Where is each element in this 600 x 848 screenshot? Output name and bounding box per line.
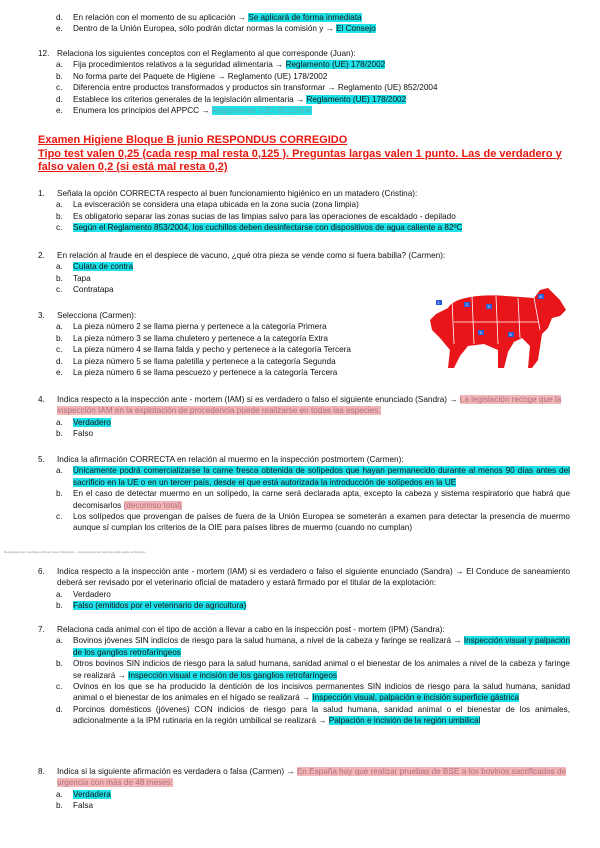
question-12: 12. Relaciona los siguientes conceptos con el Reglamento al que corresponde (Juan): a. Fija procedimientos relativos a la seguridad alimentaria → Reglamento (UE) 178/2002 b. No forma parte del Paquete de Higiene → Reglamento (UE) 178/2002 c. Diferencia entre productos transformados y productos sin transformar → Reglamento (UE) 852/2004 d. Establece los criterios generales de la legislación alimentaria → Reglamento (UE) 178/2002 e. Enumera los principios del APPCC → Reglamento (UE) 852/2004 <box>38 48 570 116</box>
question-3: 3. Selecciona (Carmen): a. La pieza número 2 se llama pierna y pertenece a la categoría Primera b. La pieza número 3 se llama chuletero y pertenece a la categoría Extra c. La pieza número 4 se llama falda y pecho y pertenece a la categoría Tercera d. La pieza número 5 se llama paletilla y pertenece a la categoría Segunda e. La pieza número 6 se llama pescuezo y pertenece a la categoría Tercera <box>38 310 570 378</box>
cut-label-3: 3 <box>487 304 490 309</box>
list-item: d. La pieza número 5 se llama paletilla y pertenece a la categoría Segunda <box>56 356 336 366</box>
cut-label-4: 4 <box>479 330 482 335</box>
list-item: c. Los solípedos que provengan de países de fuera de la Unión Europea se someterán a examen para detectar la presencia de muermo aunque sí cumplan los criterios de la OIE para países libres de muermo (cuando no cumplan) <box>56 512 570 533</box>
cut-label-1: 1 <box>437 300 440 305</box>
exam-heading: Examen Higiene Bloque B junio RESPONDUS CORREGIDO Tipo test valen 0,25 (cada resp mal resta 0,125 ). Preguntas largas valen 1 punto. Las de verdadero y falso valen 0,2 (si está mal resta 0,2) <box>38 134 562 173</box>
list-item: c. Según el Reglamento 853/2004, los cuchillos deben desinfectarse con dispositivos de agua caliente a 82ºC <box>56 223 463 233</box>
cut-label-6: 6 <box>539 294 542 299</box>
list-item: a. Fija procedimientos relativos a la seguridad alimentaria → Reglamento (UE) 178/2002 <box>56 60 386 70</box>
list-item: b. La pieza número 3 se llama chuletero y pertenece a la categoría Extra <box>56 333 328 343</box>
list-item: b. No forma parte del Paquete de Higiene → Reglamento (UE) 178/2002 <box>56 71 328 81</box>
question-8: 8. Indica si la siguiente afirmación es verdadera o falsa (Carmen) → En España hay que realizar pruebas de BSE a los bovinos sacrificados de urgencia con más de 48 meses: a. Verdadera b. Falsa <box>38 766 570 812</box>
question-5: 5. Indica la afirmación CORRECTA en relación al muermo en la inspección postmortem (Carmen): a. Únicamente podrá comercializarse la carne fresca obtenida de solípedos que hayan permanecido durante al menos 90 días antes del sacrificio en la UE o en un tercer país, desde el que está autorizada la introducción de solípedos en la UE b. En el caso de detectar muermo en un solípedo, la carne será declarada apta, excepto la cabeza y sistema respiratorio que habrá que decomisarlos (decomiso total) c. Los solípedos que provengan de países de fuera de la Unión Europea se someterán a examen para detectar la presencia de muermo aunque sí cumplan los criterios de la OIE para países libres de muermo (cuando no cumplan) <box>38 455 570 533</box>
list-item: d. En relación con el momento de su aplicación → Se aplicará de forma inmediata <box>56 13 362 22</box>
list-item: c. Contratapa <box>56 285 114 295</box>
question-1: 1. Señala la opción CORRECTA respecto al buen funcionamiento higiénico en un matadero (Cristina): a. La evisceración se considera una etapa ubicada en la zona sucia (zona limpia) b. Es obligatorio separar las zonas sucias de las limpias salvo para las operaciones de escaldado - depilado c. Según el Reglamento 853/2004, los cuchillos deben desinfectarse con dispositivos de agua caliente a 82ºC <box>38 188 570 234</box>
list-item: d. Establece los criterios generales de la legislación alimentaria → Reglamento (UE) 178/2002 <box>56 94 407 104</box>
list-item: d. Porcinos domésticos (jóvenes) CON indicios de riesgo para la salud humana, sanidad animal o el bienestar de los animales, adicionalmente a la IPM rutinaria en la región umbilical se realizará → Palpación e incisión de la región umbilical <box>56 704 570 726</box>
question-7: 7. Relaciona cada animal con el tipo de acción a llevar a cabo en la inspección post - mortem (IPM) (Sandra): a. Bovinos jóvenes SIN indicios de riesgo para la salud humana, a nivel de la cabeza y faringe se realizará → Inspección visual y palpación de los ganglios retrofaríngeos b. Otros bovinos SIN indicios de riesgo para la salud humana, sanidad animal o el bienestar de los animales a nivel de la cabeza y faringe se realizará → Inspección visual e incisión de los ganglios retrofaríngeos c. Ovinos en los que se ha producido la dentición de los incisivos permanentes SIN indicios de riesgo para la salud humana, sanidad animal o el bienestar de los animales en el hígado se realizará → Inspección visual, palpación e incisión superficie gástrica d. Porcinos domésticos (jóvenes) CON indicios de riesgo para la salud humana, sanidad animal o el bienestar de los animales, adicionalmente a la IPM rutinaria en la región umbilical se realizará → Palpación e incisión de la región umbilical <box>38 625 571 726</box>
list-item: c. Diferencia entre productos transformados y productos sin transformar → Reglamento (UE) 852/2004 <box>56 83 438 93</box>
sheep-cuts-diagram <box>428 286 568 372</box>
list-item: b. Falsa <box>56 801 94 811</box>
question-2: 2. En relación al fraude en el despiece de vacuno, ¿qué otra pieza se vende como si fuera babilla? (Carmen): a. Culata de contra b. Tapa c. Contratapa <box>38 250 570 296</box>
list-item: a. Bovinos jóvenes SIN indicios de riesgo para la salud humana, a nivel de la cabeza y faringe se realizará → Inspección visual y palpación de los ganglios retrofaríngeos <box>56 636 571 657</box>
list-item: a. Verdadera <box>56 789 111 799</box>
prev-question-tail <box>38 12 570 35</box>
list-item: a. La pieza número 2 se llama pierna y pertenece a la categoría Primera <box>56 322 327 332</box>
list-item: b. Otros bovinos SIN indicios de riesgo para la salud humana, sanidad animal o el bienestar de los animales a nivel de la cabeza y faringe se realizará → Inspección visual e incisión de los ganglios retrofaríngeos <box>56 659 570 680</box>
download-notice: Descargado por Luis Manuel Perez Lopez (Studocu) — Este documento está disponible gratis en Studocu <box>4 550 146 554</box>
cut-label-5: 5 <box>509 332 512 337</box>
cut-label-2: 2 <box>465 302 468 307</box>
question-6: 6. Indica respecto a la inspección ante - mortem (IAM) si es verdadero o falso el siguiente enunciado (Sandra) → El Conduce de saneamiento deberá ser revisado por el veterinario oficial de matadero y estará firmado por el titular de la explotación: a. Verdadero b. Falso (emitidos por el veterinario de agricultura) <box>38 567 570 611</box>
list-item: b. Falso (emitidos por el veterinario de agricultura) <box>56 601 247 611</box>
list-item: e. Dentro de la Unión Europea, sólo podrán dictar normas la comisión y → El Consejo <box>56 24 376 34</box>
list-item: b. Tapa <box>56 273 91 283</box>
question-4: 4. Indica respecto a la inspección ante - mortem (IAM) si es verdadero o falso el siguiente enunciado (Sandra) → La legislación recoge que la inspección IAM en la explotación de procedencia puede realizarse en todas las especies. a. Verdadero b. Falso <box>38 394 570 440</box>
list-item: c. La pieza número 4 se llama falda y pecho y pertenece a la categoría Tercera <box>56 345 351 355</box>
list-item: a. Verdadero <box>56 589 111 599</box>
list-item: b. Es obligatorio separar las zonas sucias de las limpias salvo para las operaciones de escaldado - depilado <box>56 211 456 221</box>
list-item: a. La evisceración se considera una etapa ubicada en la zona sucia (zona limpia) <box>56 200 359 210</box>
list-item: a. Culata de contra <box>56 262 134 272</box>
list-item: b. Falso <box>56 429 94 439</box>
list-item: e. Enumera los principios del APPCC → Reglamento (UE) 852/2004 <box>56 106 312 116</box>
list-item: c. Ovinos en los que se ha producido la dentición de los incisivos permanentes SIN indicios de riesgo para la salud humana, sanidad animal o el bienestar de los animales en el hígado se realizará → Inspección visual, palpación e incisión superficie gástrica <box>56 682 570 703</box>
list-item: b. En el caso de detectar muermo en un solípedo, la carne será declarada apta, excepto la cabeza y sistema respiratorio que habrá que decomisarlos (decomiso total) <box>56 489 570 510</box>
list-item: e. La pieza número 6 se llama pescuezo y pertenece a la categoría Tercera <box>56 368 338 378</box>
list-item: a. Verdadero <box>56 417 111 427</box>
sheep-silhouette <box>430 288 566 368</box>
list-item: a. Únicamente podrá comercializarse la carne fresca obtenida de solípedos que hayan permanecido durante al menos 90 días antes del sacrificio en la UE o en un tercer país, desde el que está autorizada la introducción de solípedos en la UE <box>56 466 570 487</box>
